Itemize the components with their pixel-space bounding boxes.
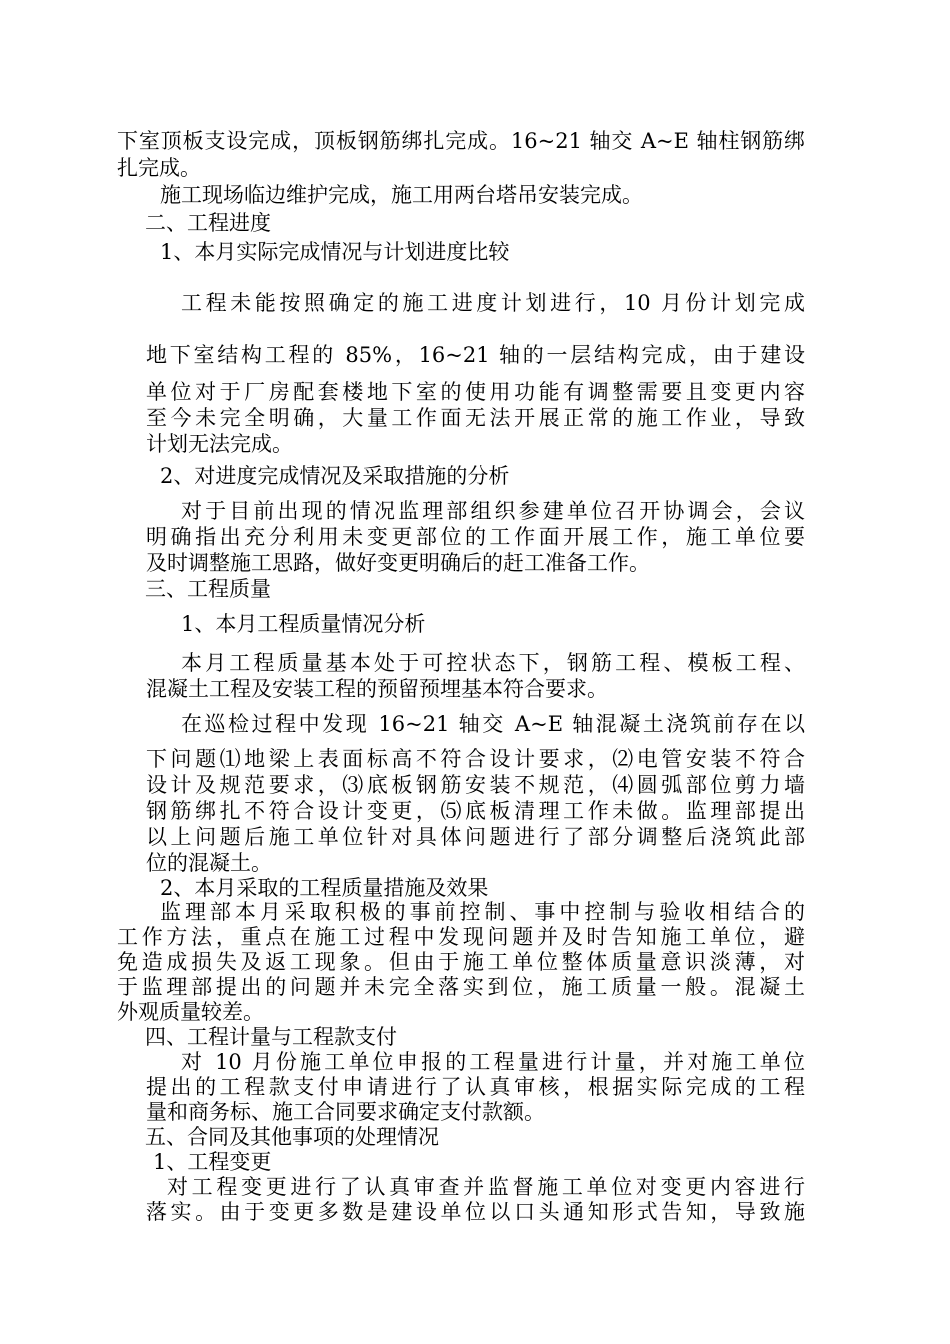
text-line: 工程未能按照确定的施工进度计划进行，10 月份计划完成	[181, 291, 805, 315]
text-line: 扎完成。	[117, 156, 201, 180]
text-line: 单位对于厂房配套楼地下室的使用功能有调整需要且变更内容	[146, 380, 805, 404]
section-heading: 五、合同及其他事项的处理情况	[145, 1125, 439, 1149]
text-line: 对 10 月份施工单位申报的工程量进行计量，并对施工单位	[181, 1050, 805, 1074]
text-line: 免造成损失及返工现象。但由于施工单位整体质量意识淡薄，对	[117, 950, 805, 974]
text-line: 落实。由于变更多数是建设单位以口头通知形式告知，导致施	[146, 1200, 805, 1224]
text-line: 明确指出充分利用未变更部位的工作面开展工作，施工单位要	[146, 525, 805, 549]
text-line: 提出的工程款支付申请进行了认真审核，根据实际完成的工程	[146, 1075, 805, 1099]
text-line: 于监理部提出的问题并未完全落实到位，施工质量一般。混凝土	[117, 975, 805, 999]
subsection-heading: 1、本月实际完成情况与计划进度比较	[160, 240, 510, 264]
subsection-heading: 2、本月采取的工程质量措施及效果	[160, 876, 489, 900]
subsection-heading: 2、对进度完成情况及采取措施的分析	[160, 464, 510, 488]
text-line: 混凝土工程及安装工程的预留预埋基本符合要求。	[146, 677, 608, 701]
text-line: 施工现场临边维护完成，施工用两台塔吊安装完成。	[160, 183, 643, 207]
text-line: 外观质量较差。	[117, 1000, 264, 1024]
text-line: 设计及规范要求，⑶底板钢筋安装不规范，⑷圆弧部位剪力墙	[146, 773, 805, 797]
text-line: 在巡检过程中发现 16~21 轴交 A~E 轴混凝土浇筑前存在以	[181, 712, 805, 736]
section-heading: 二、工程进度	[145, 211, 271, 235]
text-line: 及时调整施工思路，做好变更明确后的赶工准备工作。	[146, 551, 650, 575]
text-line: 地下室结构工程的 85%，16~21 轴的一层结构完成，由于建设	[146, 343, 805, 367]
section-heading: 四、工程计量与工程款支付	[145, 1025, 397, 1049]
text-line: 对于目前出现的情况监理部组织参建单位召开协调会，会议	[181, 499, 805, 523]
text-line: 本月工程质量基本处于可控状态下，钢筋工程、模板工程、	[181, 651, 805, 675]
text-line: 计划无法完成。	[146, 432, 293, 456]
text-line: 下室顶板支设完成，顶板钢筋绑扎完成。16~21 轴交 A~E 轴柱钢筋绑	[117, 129, 805, 153]
text-line: 量和商务标、施工合同要求确定支付款额。	[146, 1100, 545, 1124]
text-line: 监理部本月采取积极的事前控制、事中控制与验收相结合的	[160, 900, 805, 924]
text-line: 工作方法，重点在施工过程中发现问题并及时告知施工单位，避	[117, 925, 805, 949]
text-line: 钢筋绑扎不符合设计变更，⑸底板清理工作未做。监理部提出	[146, 799, 805, 823]
text-line: 至今未完全明确，大量工作面无法开展正常的施工作业，导致	[146, 406, 805, 430]
text-line: 下问题⑴地梁上表面标高不符合设计要求，⑵电管安装不符合	[146, 747, 805, 771]
subsection-heading: 1、工程变更	[153, 1150, 272, 1174]
subsection-heading: 1、本月工程质量情况分析	[181, 612, 426, 636]
text-line: 对工程变更进行了认真审查并监督施工单位对变更内容进行	[167, 1175, 805, 1199]
section-heading: 三、工程质量	[145, 577, 271, 601]
text-line: 以上问题后施工单位针对具体问题进行了部分调整后浇筑此部	[146, 825, 805, 849]
text-line: 位的混凝土。	[146, 851, 272, 875]
